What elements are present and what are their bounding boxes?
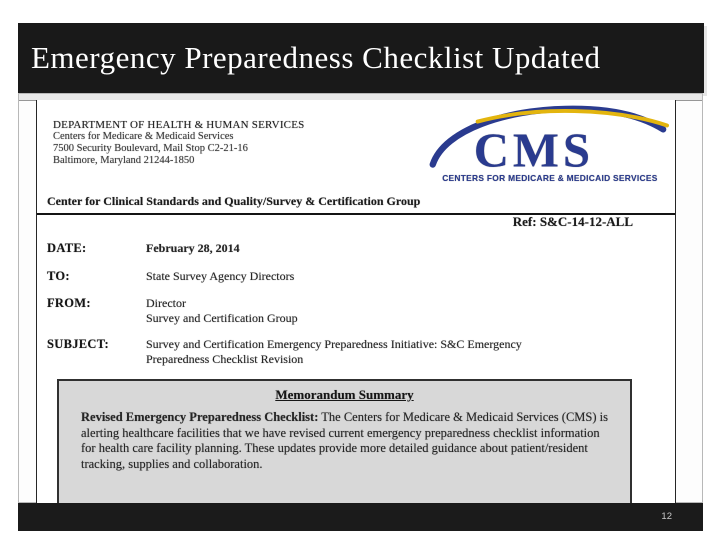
field-value-line: State Survey Agency Directors xyxy=(146,269,295,283)
field-value-line: February 28, 2014 xyxy=(146,241,240,255)
field-value xyxy=(146,269,667,284)
summary-lead: Revised Emergency Preparedness Checklist: xyxy=(81,410,319,424)
field-value xyxy=(146,241,667,256)
memo-field-to xyxy=(47,269,667,284)
cms-caption: CENTERS FOR MEDICARE & MEDICAID SERVICES xyxy=(442,173,658,184)
field-label: TO: xyxy=(47,269,70,283)
summary-body xyxy=(59,403,630,472)
field-label: FROM: xyxy=(47,296,91,310)
summary-box xyxy=(57,379,632,503)
letterhead-line-4: Baltimore, Maryland 21244-1850 xyxy=(53,155,195,166)
field-label: DATE: xyxy=(47,241,87,255)
ref-number: Ref: S&C-14-12-ALL xyxy=(512,214,633,229)
title-bar xyxy=(18,23,704,93)
document-page xyxy=(36,100,676,503)
letterhead-line-2: Centers for Medicare & Medicaid Services xyxy=(53,131,234,142)
letterhead-line-3: 7500 Security Boulevard, Mail Stop C2-21-16 xyxy=(53,143,248,154)
footer-bar xyxy=(18,503,703,531)
field-value xyxy=(146,296,667,325)
cms-logo xyxy=(417,104,675,186)
cms-acronym: CMS xyxy=(473,123,594,178)
page-number: 12 xyxy=(661,511,672,522)
summary-title: Memorandum Summary xyxy=(275,387,414,402)
field-value-line: Survey and Certification Group xyxy=(146,310,298,325)
cms-logo-graphic xyxy=(417,104,675,186)
memo-field-subject xyxy=(47,337,667,366)
summary-text: The Centers for Medicare & Medicaid Services (CMS) is alerting healthcare facilities that we have revised current emergency preparedness checklist information for health care facility planning. These updates provide more detailed guidance about patient/resident tracking, supplies and collaboration. xyxy=(81,410,608,471)
field-value-line: Preparedness Checklist Revision xyxy=(146,351,304,366)
letterhead-line-1: DEPARTMENT OF HEALTH & HUMAN SERVICES xyxy=(53,119,305,131)
group-rule xyxy=(37,192,675,215)
field-value-line: Survey and Certification Emergency Preparedness Initiative: S&C Emergency xyxy=(146,337,522,351)
group-title: Center for Clinical Standards and Quality/Survey & Certification Group xyxy=(47,194,421,208)
letterhead xyxy=(53,119,304,167)
memo-field-from xyxy=(47,296,667,325)
field-label: SUBJECT: xyxy=(47,337,109,351)
field-value xyxy=(146,337,667,366)
slide-title: Emergency Preparedness Checklist Updated xyxy=(31,40,601,75)
field-value-line: Director xyxy=(146,296,186,310)
memo-field-date xyxy=(47,241,667,256)
